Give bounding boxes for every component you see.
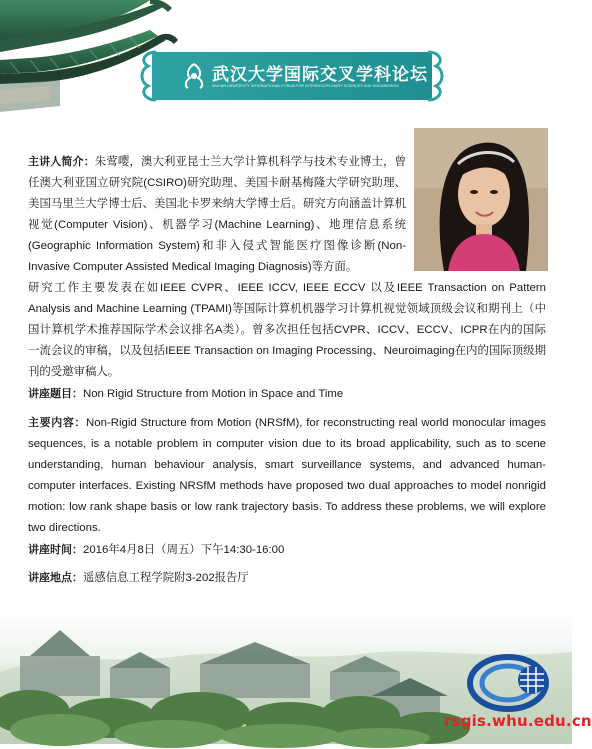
content-label: 主要内容： [28,416,87,429]
content-value: Non-Rigid Structure from Motion (NRSfM), for reconstructing real world monocular images sequences, is a notable problem in computer vision due to its broad applicability, such as to scene understanding, human behaviour analysis, smart surveillance systems, and advanced human-computer interfaces. Existing NRSfM methods have proposed two dual approaches to model nonrigid motion: low rank shape basis or low rank trajectory basis. To address these problems, we will explore two directions. [28,417,546,534]
lecture-time [28,539,546,561]
time-label: 讲座时间： [28,543,83,556]
time-value: 2016年4月8日（周五）下午14:30-16:00 [83,544,285,556]
forum-subtitle: WUHAN UNIVERSITY INTERNATIONAL FORUM FOR INTERDISCIPLINARY SCIENCES AND ENGINEERING [212,84,400,88]
lecture-topic [28,383,546,405]
speaker-bio-para2: 研究工作主要发表在如IEEE CVPR、IEEE ICCV, IEEE ECCV 以及IEEE Transaction on Pattern Analysis and Machine Learning (TPAMI)等国际计算机机器学习计算机视觉领域顶级会议和期刊上（中国计算机学术推荐国际学术会议排名A类）。曾多次担任包括CVPR、ICCV、ECCV、ICPR在内的国际一流会议的审稿，以及包括IEEE Transaction on Imaging Processing、Neuroimaging在内的国际顶级期刊的受邀审稿人。 [28,282,546,378]
topic-label: 讲座题目： [28,387,83,400]
cloud-ornament-left [138,48,160,104]
website-url: rsgis.whu.edu.cn [444,712,592,730]
header [0,0,572,120]
forum-title: 武汉大学国际交叉学科论坛 [212,65,428,85]
rsgis-logo-icon [468,654,554,712]
speaker-label: 主讲人简介： [28,155,95,168]
lecture-content [28,412,546,539]
place-value: 遥感信息工程学院附3-202报告厅 [83,572,249,584]
speaker-bio-para1: 朱莺嘤，澳大利亚昆士兰大学计算机科学与技术专业博士，曾任澳大利亚国立研究院(CSIRO)研究助理、美国卡耐基梅隆大学研究助理、美国马里兰大学博士后、美国北卡罗来纳大学博士后。研究方向涵盖计算机视觉(Computer Vision)、机器学习(Machine Learning)、地理信息系统(Geographic Information System)和非入侵式智能医疗图像诊断(Non-Invasive Computer Assisted Medical Imaging Diagnosis)等方面。 [28,156,406,273]
topic-value: Non Rigid Structure from Motion in Space and Time [83,388,344,400]
forum-logo-icon [178,60,210,92]
place-label: 讲座地点： [28,571,83,584]
speaker-bio [28,151,546,383]
lecture-place [28,567,546,589]
portrait-wrap-spacer [406,151,546,276]
